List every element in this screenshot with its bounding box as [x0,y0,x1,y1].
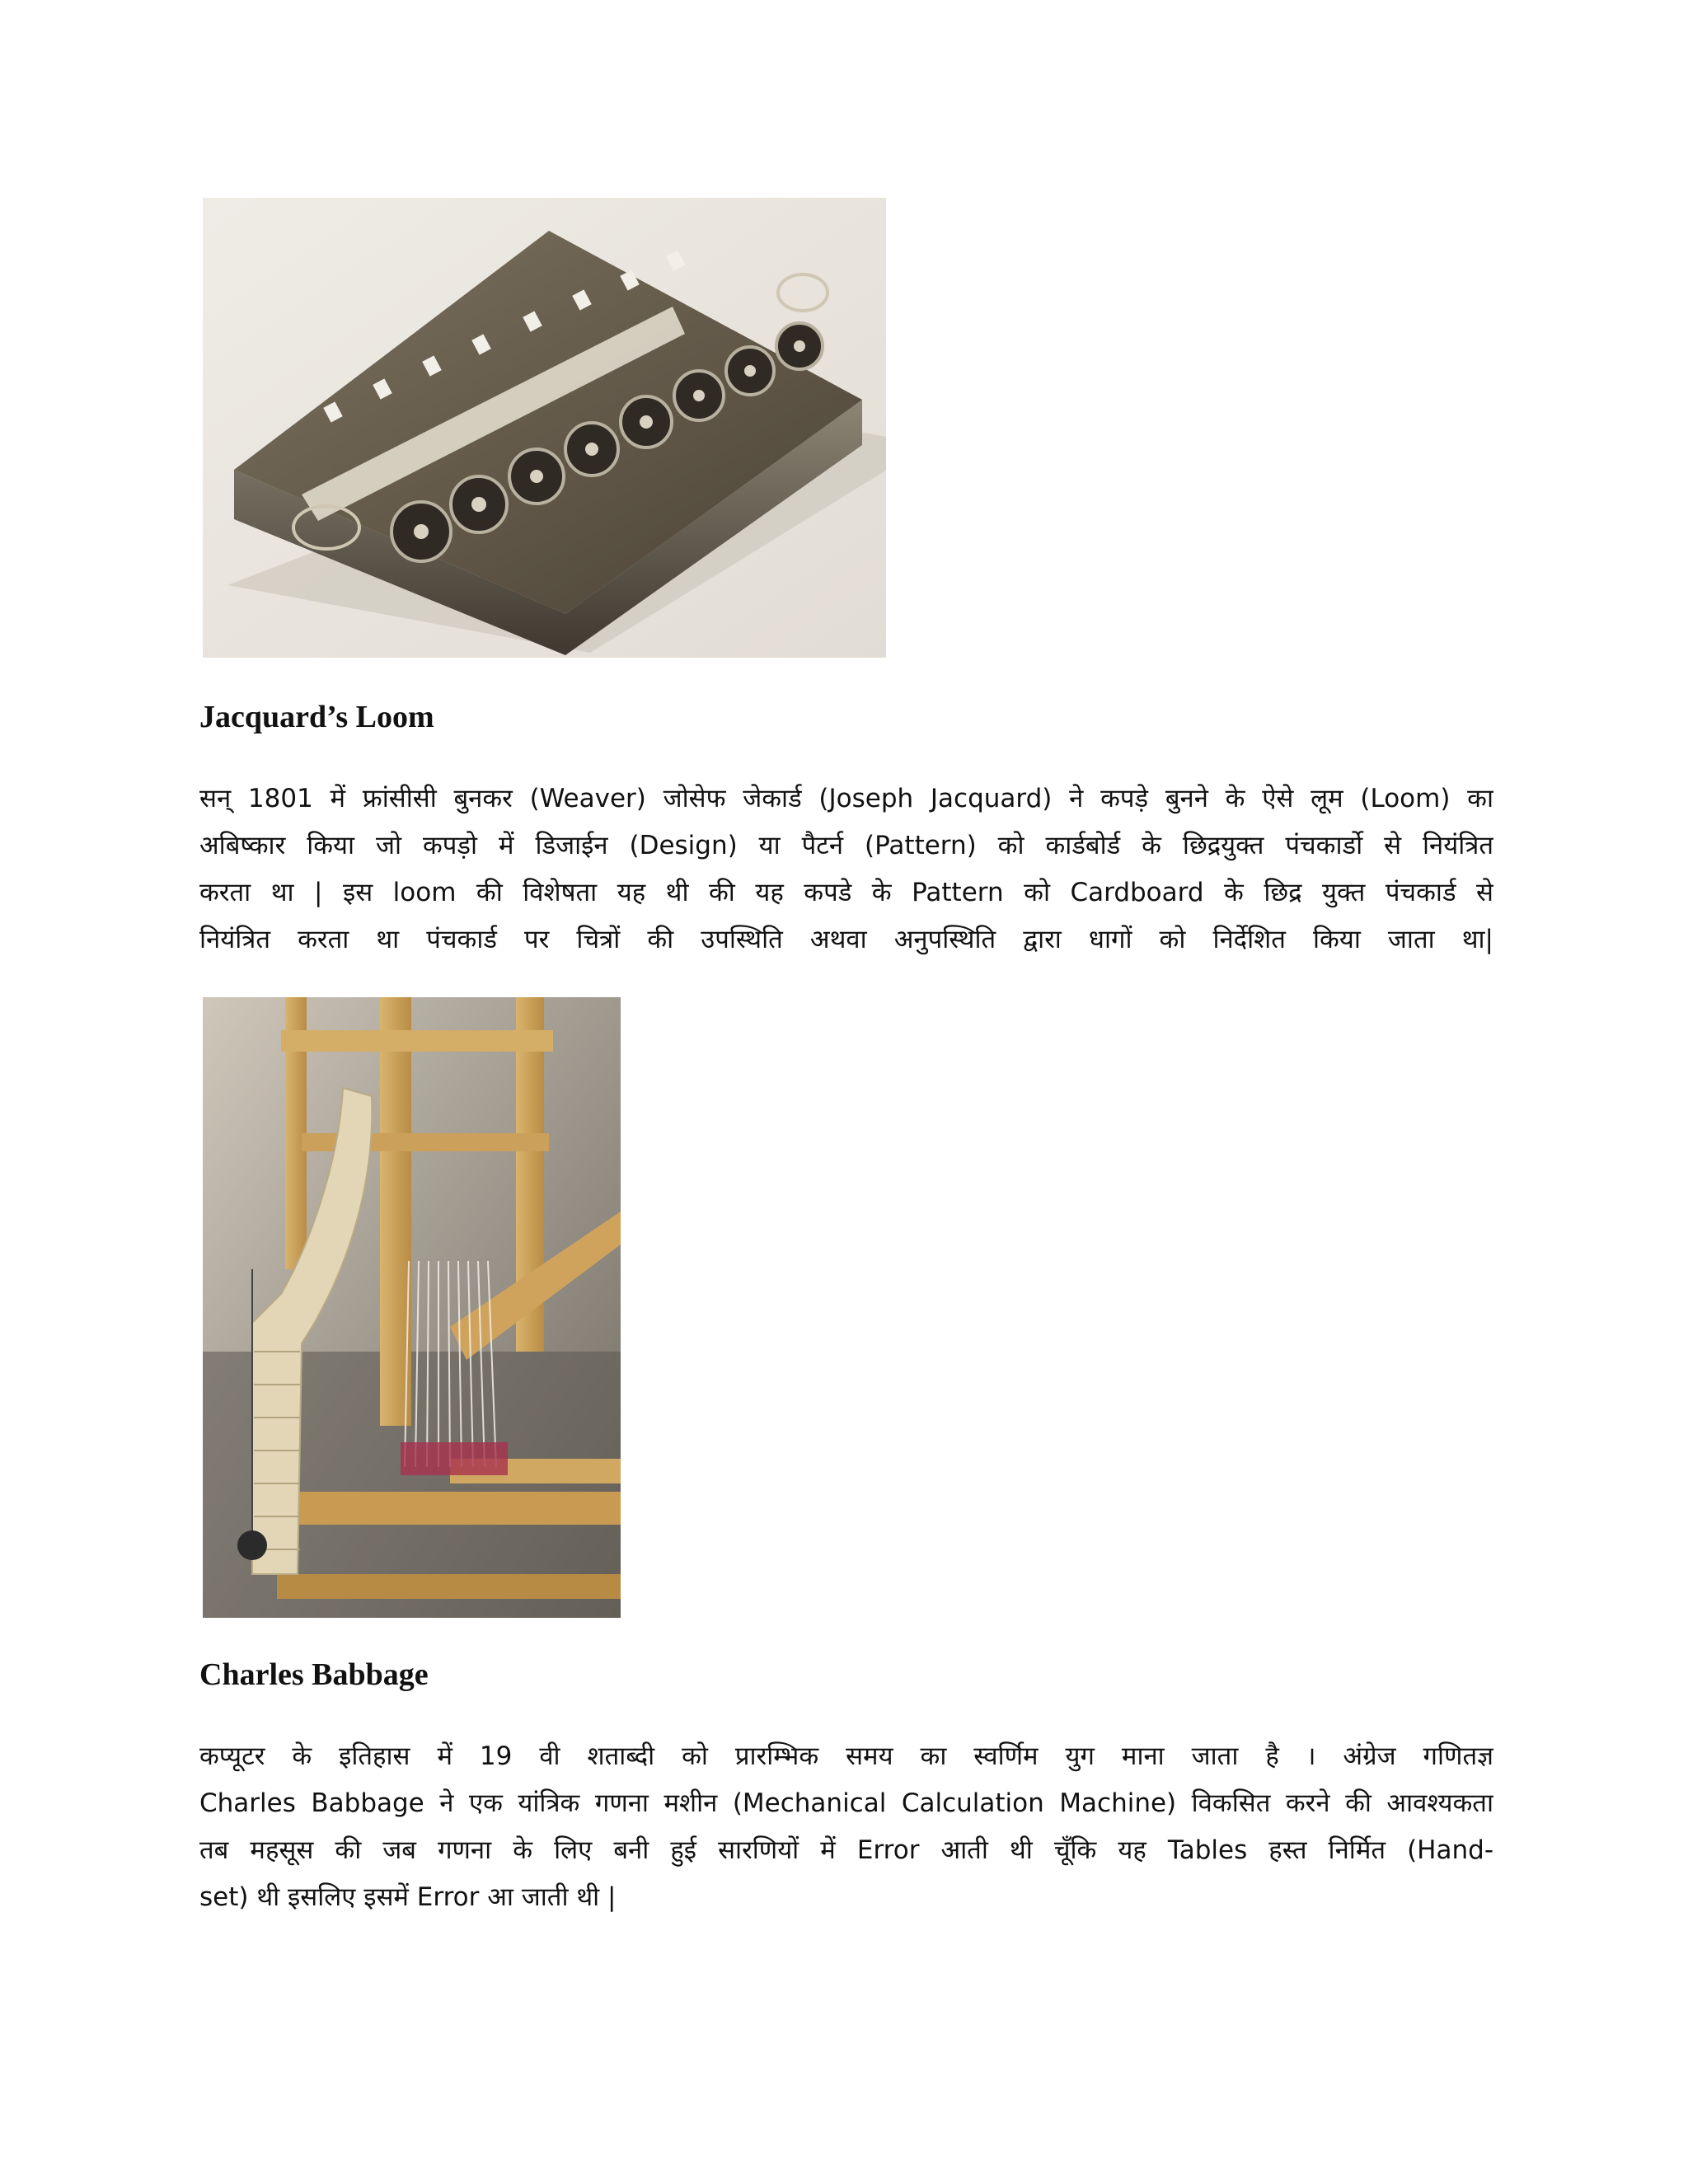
paragraph-line: नियंत्रित करता था पंचकार्ड पर चित्रों की उपस्थिति अथवा अनुपस्थिति द्वारा धागों को निर्देशित किया जाता था| [199,925,1493,954]
paragraph-line: अबिष्कार किया जो कपड़ो में डिजाईन (Design) या पैटर्न (Pattern) को कार्डबोर्ड के छिद्रयुक्त पंचकार्डो से नियंत्रित [199,831,1493,860]
pascaline-photo [203,198,886,658]
section-heading-jacquard-loom: Jacquard’s Loom [199,700,434,734]
paragraph-line: set) थी इसलिए इसमें Error आ जाती थी | [199,1882,617,1912]
loom-illustration [203,997,621,1618]
paragraph-line: तब महसूस की जब गणना के लिए बनी हुई सारणियों में Error आती थी चूँकि यह Tables हस्त निर्मित (Hand- [199,1835,1493,1865]
pascaline-illustration [203,198,886,658]
paragraph-charles-babbage [199,1733,1493,1921]
paragraph-line: करता था | इस loom की विशेषता यह थी की यह कपडे के Pattern को Cardboard के छिद्र युक्त पंचकार्ड से [199,878,1493,907]
paragraph-line: कप्यूटर के इतिहास में 19 वी शताब्दी को प्रारम्भिक समय का स्वर्णिम युग माना जाता है । अंग्रेज गणितज्ञ [199,1741,1493,1771]
paragraph-line: सन् 1801 में फ्रांसीसी बुनकर (Weaver) जोसेफ जेकार्ड (Joseph Jacquard) ने कपड़े बुनने के ऐसे लूम (Loom) का [199,784,1493,813]
jacquard-loom-photo [203,997,621,1618]
paragraph-line: Charles Babbage ने एक यांत्रिक गणना मशीन (Mechanical Calculation Machine) विकसित करने की आवश्यकता [199,1788,1493,1818]
paragraph-jacquard-loom [199,776,1493,963]
section-heading-charles-babbage: Charles Babbage [199,1657,429,1692]
